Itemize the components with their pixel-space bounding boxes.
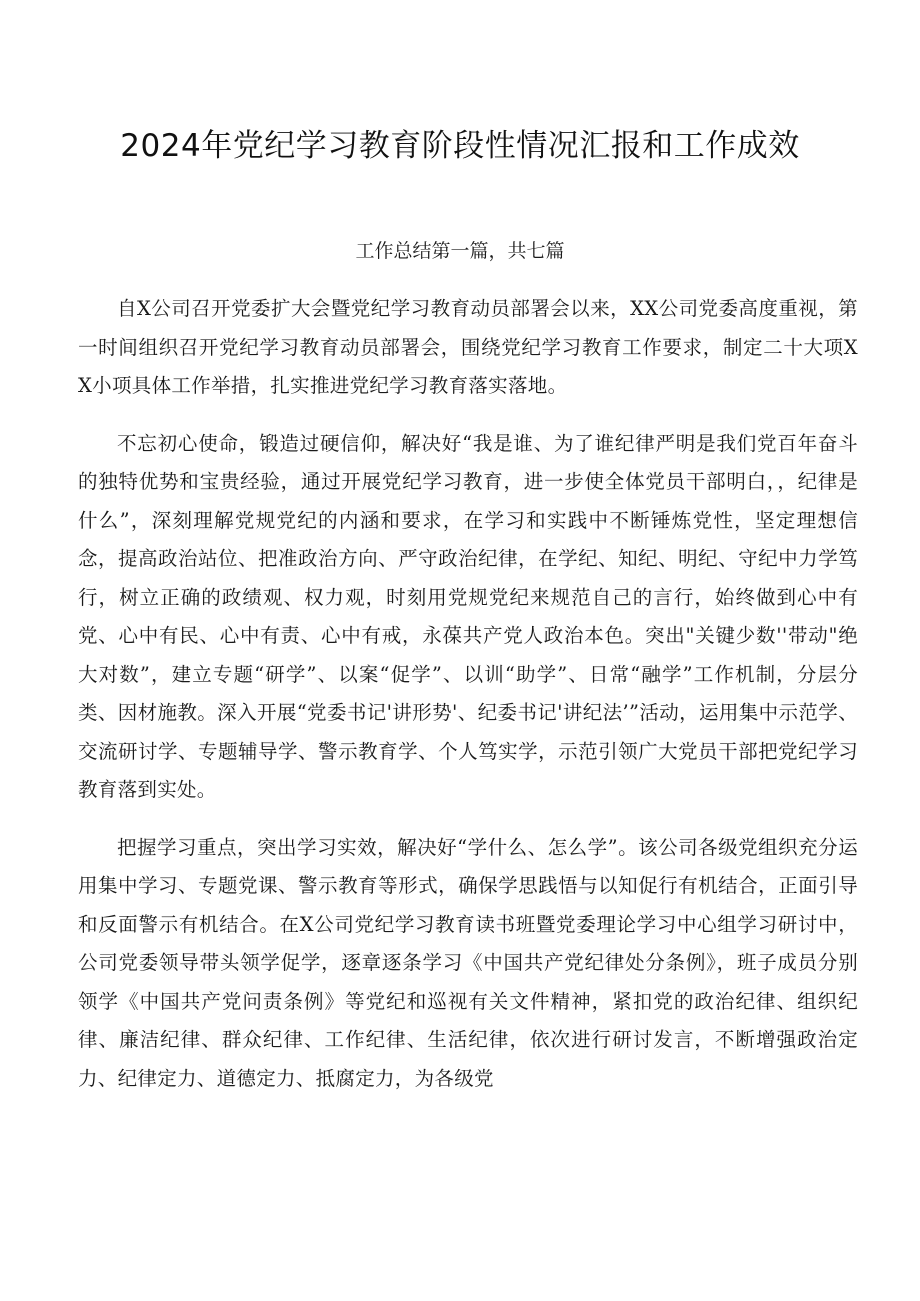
paragraph-2: 不忘初心使命，锻造过硬信仰，解决好“我是谁、为了谁纪律严明是我们党百年奋斗的独特优势和宝贵经验，通过开展党纪学习教育，进一步使全体党员干部明白，，纪律是什么”，深刻理解党规党纪的内涵和要求，在学习和实践中不断锤炼党性，坚定理想信念，提高政治站位、把准政治方向、严守政治纪律，在学纪、知纪、明纪、守纪中力学笃行，树立正确的政绩观、权力观，时刻用党规党纪来规范自己的言行，始终做到心中有党、心中有民、心中有责、心中有戒，永葆共产党人政治本色。突出"关键少数''带动"绝大对数”，建立专题“研学”、以案“促学”、以训“助学”、日常“融学”工作机制，分层分类、因材施教。深入开展“党委书记'讲形势'、纪委书记'讲纪法’”活动，运用集中示范学、交流研讨学、专题辅导学、警示教育学、个人笃实学，示范引领广大党员干部把党纪学习教育落到实处。	[78, 431, 858, 801]
paragraph-1: 自X公司召开党委扩大会暨党纪学习教育动员部署会以来，XX公司党委高度重视，第一时间组织召开党纪学习教育动员部署会，围绕党纪学习教育工作要求，制定二十大项XX小项具体工作举措，扎实推进党纪学习教育落实落地。	[78, 297, 858, 397]
document-title: 2024年党纪学习教育阶段性情况汇报和工作成效	[120, 128, 800, 164]
document-subtitle: 工作总结第一篇，共七篇	[355, 240, 565, 262]
document-body	[78, 290, 858, 1117]
paragraph-3: 把握学习重点，突出学习实效，解决好“学什么、怎么学”。该公司各级党组织充分运用集中学习、专题党课、警示教育等形式，确保学思践悟与以知促行有机结合，正面引导和反面警示有机结合。在X公司党纪学习教育读书班暨党委理论学习中心组学习研讨中，公司党委领导带头领学促学，逐章逐条学习《中国共产党纪律处分条例》，班子成员分别领学《中国共产党问责条例》等党纪和巡视有关文件精神，紧扣党的政治纪律、组织纪律、廉洁纪律、群众纪律、工作纪律、生活纪律，依次进行研讨发言，不断增强政治定力、纪律定力、道德定力、抵腐定力，为各级党	[78, 835, 858, 1090]
